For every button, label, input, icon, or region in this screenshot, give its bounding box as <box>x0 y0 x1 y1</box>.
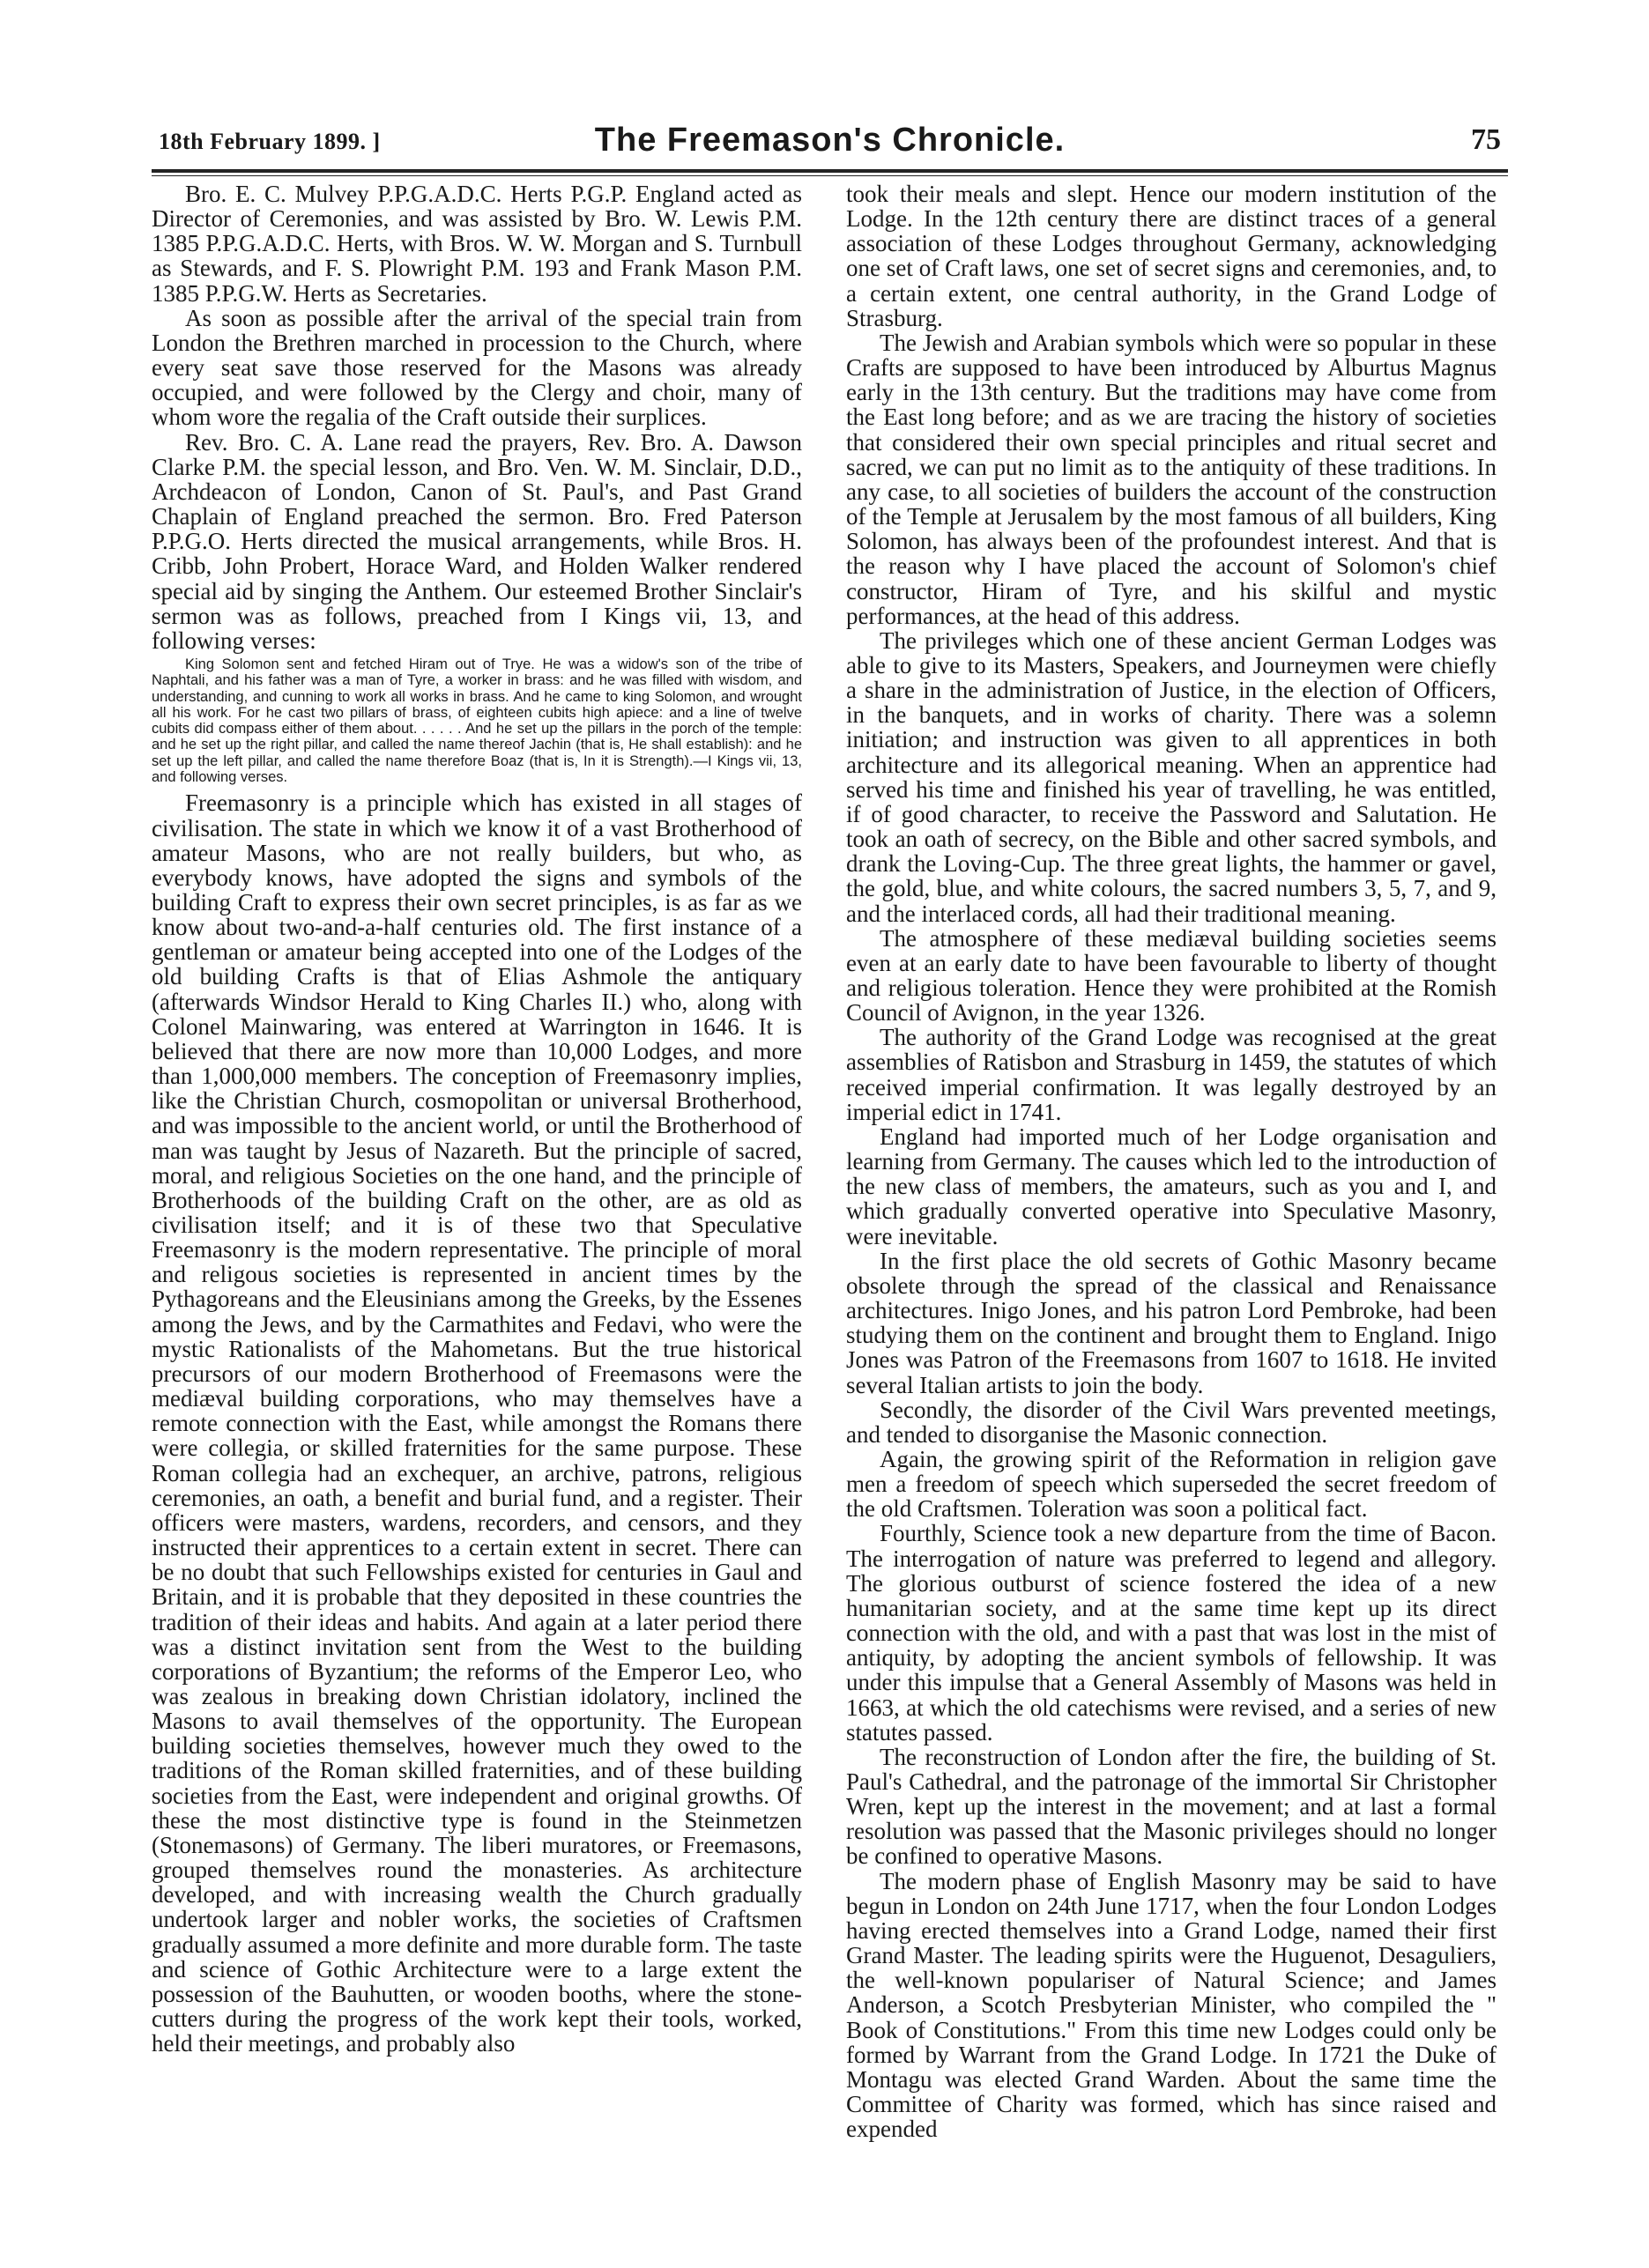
article-paragraph: The reconstruction of London after the fire, the building of St. Paul's Cathedral, and the patronage of the immortal Sir Christopher Wren, kept up the interest in the movement; and at last a formal resolution was passed that the Masonic privileges should no longer be confined to operative Masons. <box>846 1743 1497 1870</box>
article-paragraph: took their meals and slept. Hence our modern institution of the Lodge. In the 12th century there are distinct traces of a general association of these Lodges throughout Germany, acknowledging one set of Craft laws, one set of secret signs and ceremonies, and, to a certain extent, one central authority, in the Grand Lodge of Strasburg. <box>846 182 1497 331</box>
header-rule-thick <box>152 169 1508 173</box>
article-paragraph: The Jewish and Arabian symbols which were so popular in these Crafts are supposed to have been introduced by Alburtus Magnus early in the 13th century. But the traditions may have come from the East long before; and as we are tracing the history of societies that considered their own special principles and ritual secret and sacred, we can put no limit as to the antiquity of these traditions. In any case, to all societies of builders the account of the construction of the Temple at Jerusalem by the most famous of all builders, King Solomon, has always been of the profoundest interest. And that is the reason why I have placed the account of Solomon's chief constructor, Hiram of Tyre, and his skilful and mystic performances, at the head of this address. <box>846 329 1497 629</box>
article-paragraph: Fourthly, Science took a new departure from the time of Bacon. The interrogation of nature was preferred to legend and allegory. The glorious outburst of science fostered the idea of a new humanitarian society, and at the same time kept up its direct connection with the old, and with a past that was lost in the mist of antiquity, by adopting the ancient symbols of fellowship. It was under this impulse that a General Assembly of Masons was held in 1663, at which the old catechisms were revised, and a series of new statutes passed. <box>846 1520 1497 1745</box>
article-paragraph: Secondly, the disorder of the Civil Wars prevented meetings, and tended to disorganise the Masonic connection. <box>846 1396 1497 1448</box>
page-header <box>159 122 1501 164</box>
article-paragraph: The authority of the Grand Lodge was recognised at the great assemblies of Ratisbon and Strasburg in 1459, the statutes of which received imperial confirmation. It was legally destroyed by an imperial edict in 1741. <box>846 1024 1497 1125</box>
publication-title: The Freemason's Chronicle. <box>594 122 1066 159</box>
article-paragraph: The privileges which one of these ancient German Lodges was able to give to its Masters, Speakers, and Journeymen were chiefly a share in the administration of Justice, in the election of Officers, in the banquets, and in works of charity. There was a solemn initiation; and instruction was given to all apprentices in both architecture and its allegorical meaning. When an apprentice had served his time and finished his year of travelling, he was entitled, if of good character, to receive the Password and Salutation. He took an oath of secrecy, on the Bible and other sacred symbols, and drank the Loving-Cup. The three great lights, the hammer or gavel, the gold, blue, and white colours, the sacred numbers 3, 5, 7, and 9, and the interlaced cords, all had their traditional meaning. <box>846 626 1497 927</box>
article-paragraph: England had imported much of her Lodge organisation and learning from Germany. The causes which led to the introduction of the new class of members, the amateurs, such as you and I, and which gradually converted operative into Speculative Masonry, were inevitable. <box>846 1123 1497 1249</box>
article-paragraph: The atmosphere of these mediæval building societies seems even at an early date to have been favourable to liberty of thought and religious toleration. Hence they were prohibited at the Romish Council of Avignon, in the year 1326. <box>846 924 1497 1027</box>
page-number: 75 <box>1471 123 1501 156</box>
article-paragraph: Bro. E. C. Mulvey P.P.G.A.D.C. Herts P.G.P. England acted as Director of Ceremonies, and was assisted by Bro. W. Lewis P.M. 1385 P.P.G.A.D.C. Herts, with Bros. W. W. Morgan and S. Turnbull as Stewards, and F. S. Plowright P.M. 193 and Frank Mason P.M. 1385 P.P.G.W. Herts as Secretaries. <box>152 182 802 307</box>
article-paragraph: The modern phase of English Masonry may be said to have begun in London on 24th June 1717, when the four London Lodges having erected themselves into a Grand Lodge, named their first Grand Master. The leading spirits were the Huguenot, Desaguliers, the well-known populariser of Natural Science; and James Anderson, a Scotch Presbyterian Minister, who compiled the " Book of Constitutions." From this time new Lodges could only be formed by Warrant from the Grand Lodge. In 1721 the Duke of Montagu was elected Grand Warden. About the same time the Committee of Charity was formed, which has since raised and expended <box>846 1867 1497 2143</box>
issue-date: 18th February 1899. ] <box>159 129 381 154</box>
article-paragraph: In the first place the old secrets of Gothic Masonry became obsolete through the spread of the classical and Renaissance architectures. Inigo Jones, and his patron Lord Pembroke, had been studying them on the continent and brought them to England. Inigo Jones was Patron of the Freemasons from 1607 to 1618. He invited several Italian artists to join the body. <box>846 1247 1497 1398</box>
left-column <box>152 182 802 2248</box>
article-paragraph: Freemasonry is a principle which has existed in all stages of civilisation. The state in which we know it of a vast Brotherhood of amateur Masons, who are not really builders, but who, as everybody knows, have adopted the signs and symbols of the building Craft to express their own secret principles, is as far as we know about two-and-a-half centuries old. The first instance of a gentleman or amateur being accepted into one of the Lodges of the old building Crafts is that of Elias Ashmole the antiquary (afterwards Windsor Herald to King Charles II.) who, along with Colonel Mainwaring, was entered at Warrington in 1646. It is believed that there are now more than 10,000 Lodges, and more than 1,000,000 members. The conception of Freemasonry implies, like the Christian Church, cosmopolitan or universal Brotherhood, and was impossible to the ancient world, or until the Brotherhood of man was taught by Jesus of Nazareth. But the principle of sacred, moral, and religious Societies on the one hand, and the principle of Brotherhoods of the building Craft on the other, are as old as civilisation itself; and it is of these two that Speculative Freemasonry is the modern representative. The principle of moral and religous societies is represented in ancient times by the Pythagoreans and the Eleusinians among the Greeks, by the Essenes among the Jews, and by the Carmathites and Fedavi, who were the mystic Rationalists of the Mahometans. But the true historical precursors of our modern Brotherhood of Freemasons were the mediæval building corporations, who may themselves have a remote connection with the East, while amongst the Romans there were collegia, or skilled fraternities for the same purpose. These Roman collegia had an exchequer, an archive, patrons, religious ceremonies, an oath, a benefit and burial fund, and a register. Their officers were masters, wardens, recorders, and censors, and they instructed their apprentices to a certain extent in secret. There can be no doubt that such Fellowships existed for centuries in Gaul and Britain, and it is probable that they deposited in these countries the tradition of their ideas and habits. And again at a later period there was a distinct invitation sent from the West to the building corporations of Byzantium; the reforms of the Emperor Leo, who was zealous in breaking down Christian idolatory, inclined the Masons to avail themselves of the opportunity. The European building societies themselves, however much they owed to the traditions of the Roman skilled fraternities, and of these building societies from the East, were independent and original growths. Of these the most distinctive type is found in the Steinmetzen (Stonemasons) of Germany. The liberi muratores, or Freemasons, grouped themselves round the monasteries. As architecture developed, and with increasing wealth the Church gradually undertook larger and nobler works, the societies of Craftsmen gradually assumed a more definite and more durable form. The taste and science of Gothic Architecture were to a large extent the possession of the Bauhutten, or wooden booths, where the stone-cutters during the progress of the work kept their tools, worked, held their meetings, and probably also <box>152 789 802 2057</box>
header-rule-thin <box>152 175 1508 176</box>
right-column <box>846 182 1497 2248</box>
scripture-quote: King Solomon sent and fetched Hiram out of Trye. He was a widow's son of the tribe of Naphtali, and his father was a man of Tyre, a worker in brass: and he was filled with wisdom, and understanding, and cunning to work all works in brass. And he came to king Solomon, and wrought all his work. For he cast two pillars of brass, of eighteen cubits high apiece: and a line of twelve cubits did compass either of them about. . . . . . And he set up the pillars in the porch of the temple: and he set up the right pillar, and called the name thereof Jachin (that is, He shall establish): and he set up the left pillar, and called the name therefore Boaz (that is, In it is Strength).—I Kings vii, 13, and following verses. <box>152 656 802 786</box>
article-paragraph: Again, the growing spirit of the Reformation in religion gave men a freedom of speech which superseded the secret freedom of the old Craftsmen. Toleration was soon a political fact. <box>846 1445 1497 1523</box>
article-paragraph: As soon as possible after the arrival of the special train from London the Brethren marched in procession to the Church, where every seat save those reserved for the Masons was already occupied, and were followed by the Clergy and choir, many of whom wore the regalia of the Craft outside their surplices. <box>152 304 802 431</box>
article-paragraph: Rev. Bro. C. A. Lane read the prayers, Rev. Bro. A. Dawson Clarke P.M. the special lesson, and Bro. Ven. W. M. Sinclair, D.D., Archdeacon of London, Canon of St. Paul's, and Past Grand Chaplain of England preached the sermon. Bro. Fred Paterson P.P.G.O. Herts directed the musical arrangements, while Bros. H. Cribb, John Probert, Horace Ward, and Holden Walker rendered special aid by singing the Anthem. Our esteemed Brother Sinclair's sermon was as follows, preached from I Kings vii, 13, and following verses: <box>152 428 802 654</box>
